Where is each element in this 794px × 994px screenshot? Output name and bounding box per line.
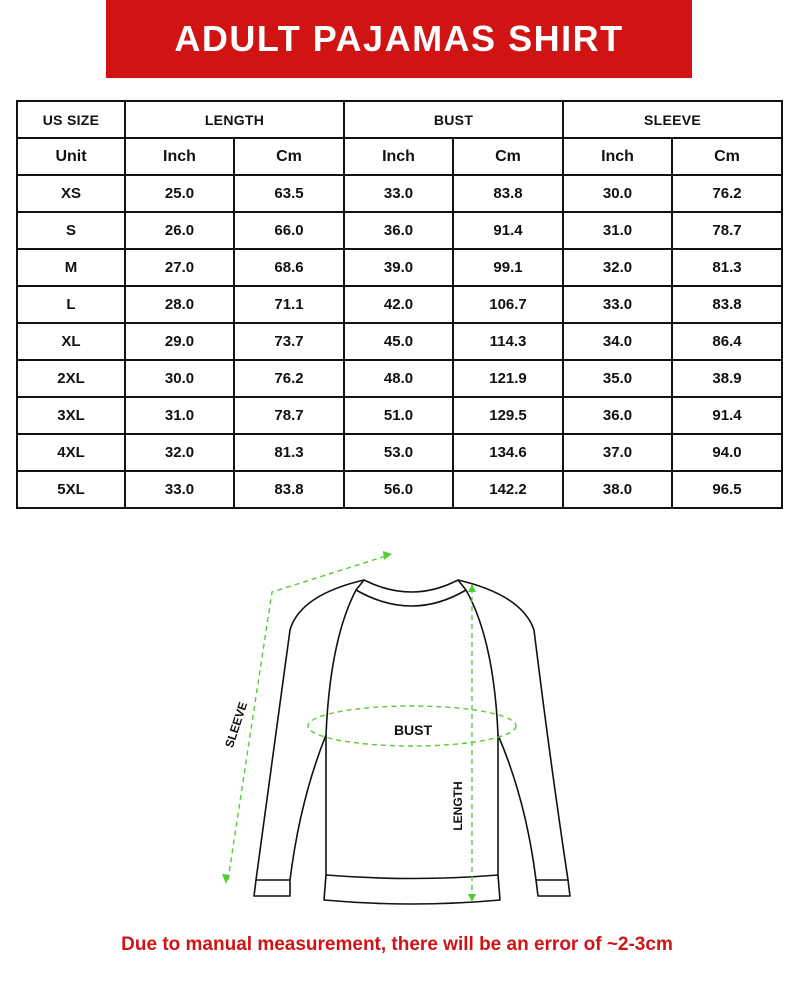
measurement-cell: 45.0 [344, 323, 453, 360]
unit-cell: Inch [344, 138, 453, 175]
table-row [17, 175, 782, 212]
measurement-cell: 29.0 [125, 323, 234, 360]
size-cell: XL [17, 323, 125, 360]
measurement-cell: 78.7 [234, 397, 344, 434]
measurement-cell: 38.9 [672, 360, 782, 397]
measurement-cell: 51.0 [344, 397, 453, 434]
table-row [17, 360, 782, 397]
measurement-cell: 83.8 [234, 471, 344, 508]
measurement-cell: 96.5 [672, 471, 782, 508]
measurement-cell: 38.0 [563, 471, 672, 508]
unit-cell: Cm [672, 138, 782, 175]
measurement-cell: 68.6 [234, 249, 344, 286]
measurement-cell: 78.7 [672, 212, 782, 249]
table-row [17, 434, 782, 471]
measurement-cell: 94.0 [672, 434, 782, 471]
measurement-cell: 106.7 [453, 286, 563, 323]
table-row [17, 286, 782, 323]
page-title: ADULT PAJAMAS SHIRT [174, 18, 624, 59]
measurement-cell: 31.0 [125, 397, 234, 434]
sweatshirt-diagram [0, 540, 794, 920]
sleeve-label: SLEEVE [222, 700, 251, 750]
unit-label: Unit [17, 138, 125, 175]
measurement-cell: 129.5 [453, 397, 563, 434]
table-row [17, 471, 782, 508]
measurement-cell: 81.3 [234, 434, 344, 471]
measurement-cell: 86.4 [672, 323, 782, 360]
measurement-cell: 31.0 [563, 212, 672, 249]
table-units-row [17, 138, 782, 175]
measurement-cell: 36.0 [563, 397, 672, 434]
measurement-note: Due to manual measurement, there will be an error of ~2-3cm [121, 934, 673, 955]
measurement-cell: 142.2 [453, 471, 563, 508]
measurement-cell: 33.0 [125, 471, 234, 508]
measurement-cell: 73.7 [234, 323, 344, 360]
length-header: LENGTH [125, 101, 344, 138]
measurement-cell: 34.0 [563, 323, 672, 360]
table-row [17, 323, 782, 360]
measurement-cell: 76.2 [672, 175, 782, 212]
measurement-cell: 91.4 [672, 397, 782, 434]
bust-header: BUST [344, 101, 563, 138]
unit-cell: Cm [453, 138, 563, 175]
us-size-header: US SIZE [17, 101, 125, 138]
measurement-cell: 81.3 [672, 249, 782, 286]
measurement-cell: 48.0 [344, 360, 453, 397]
measurement-cell: 27.0 [125, 249, 234, 286]
measurement-cell: 53.0 [344, 434, 453, 471]
table-header-row [17, 101, 782, 138]
length-label: LENGTH [451, 781, 465, 831]
measurement-cell: 114.3 [453, 323, 563, 360]
size-cell: 5XL [17, 471, 125, 508]
table-row [17, 249, 782, 286]
measurement-cell: 26.0 [125, 212, 234, 249]
measurement-cell: 39.0 [344, 249, 453, 286]
measurement-cell: 28.0 [125, 286, 234, 323]
measurement-cell: 91.4 [453, 212, 563, 249]
measurement-cell: 32.0 [563, 249, 672, 286]
sleeve-arrow-end-icon [383, 551, 392, 560]
measurement-cell: 37.0 [563, 434, 672, 471]
measurement-cell: 42.0 [344, 286, 453, 323]
length-arrow-bottom-icon [468, 894, 476, 902]
sweatshirt-outline-icon [254, 580, 570, 904]
measurement-cell: 99.1 [453, 249, 563, 286]
measurement-cell: 56.0 [344, 471, 453, 508]
size-chart-table [16, 100, 783, 509]
size-cell: 4XL [17, 434, 125, 471]
measurement-cell: 32.0 [125, 434, 234, 471]
bust-label: BUST [393, 722, 433, 738]
size-cell: L [17, 286, 125, 323]
size-cell: S [17, 212, 125, 249]
measurement-cell: 66.0 [234, 212, 344, 249]
measurement-cell: 71.1 [234, 286, 344, 323]
measurement-cell: 33.0 [563, 286, 672, 323]
measurement-cell: 83.8 [672, 286, 782, 323]
unit-cell: Inch [125, 138, 234, 175]
size-cell: M [17, 249, 125, 286]
table-row [17, 212, 782, 249]
size-cell: XS [17, 175, 125, 212]
unit-cell: Inch [563, 138, 672, 175]
measurement-cell: 25.0 [125, 175, 234, 212]
measurement-cell: 33.0 [344, 175, 453, 212]
measurement-cell: 35.0 [563, 360, 672, 397]
title-banner [106, 0, 692, 78]
size-cell: 3XL [17, 397, 125, 434]
table-row [17, 397, 782, 434]
measurement-cell: 121.9 [453, 360, 563, 397]
measure-lines [228, 556, 516, 898]
measurement-cell: 63.5 [234, 175, 344, 212]
sleeve-header: SLEEVE [563, 101, 782, 138]
measurement-cell: 36.0 [344, 212, 453, 249]
measurement-cell: 76.2 [234, 360, 344, 397]
measurement-cell: 134.6 [453, 434, 563, 471]
size-cell: 2XL [17, 360, 125, 397]
measurement-cell: 83.8 [453, 175, 563, 212]
measurement-cell: 30.0 [563, 175, 672, 212]
measurement-cell: 30.0 [125, 360, 234, 397]
unit-cell: Cm [234, 138, 344, 175]
